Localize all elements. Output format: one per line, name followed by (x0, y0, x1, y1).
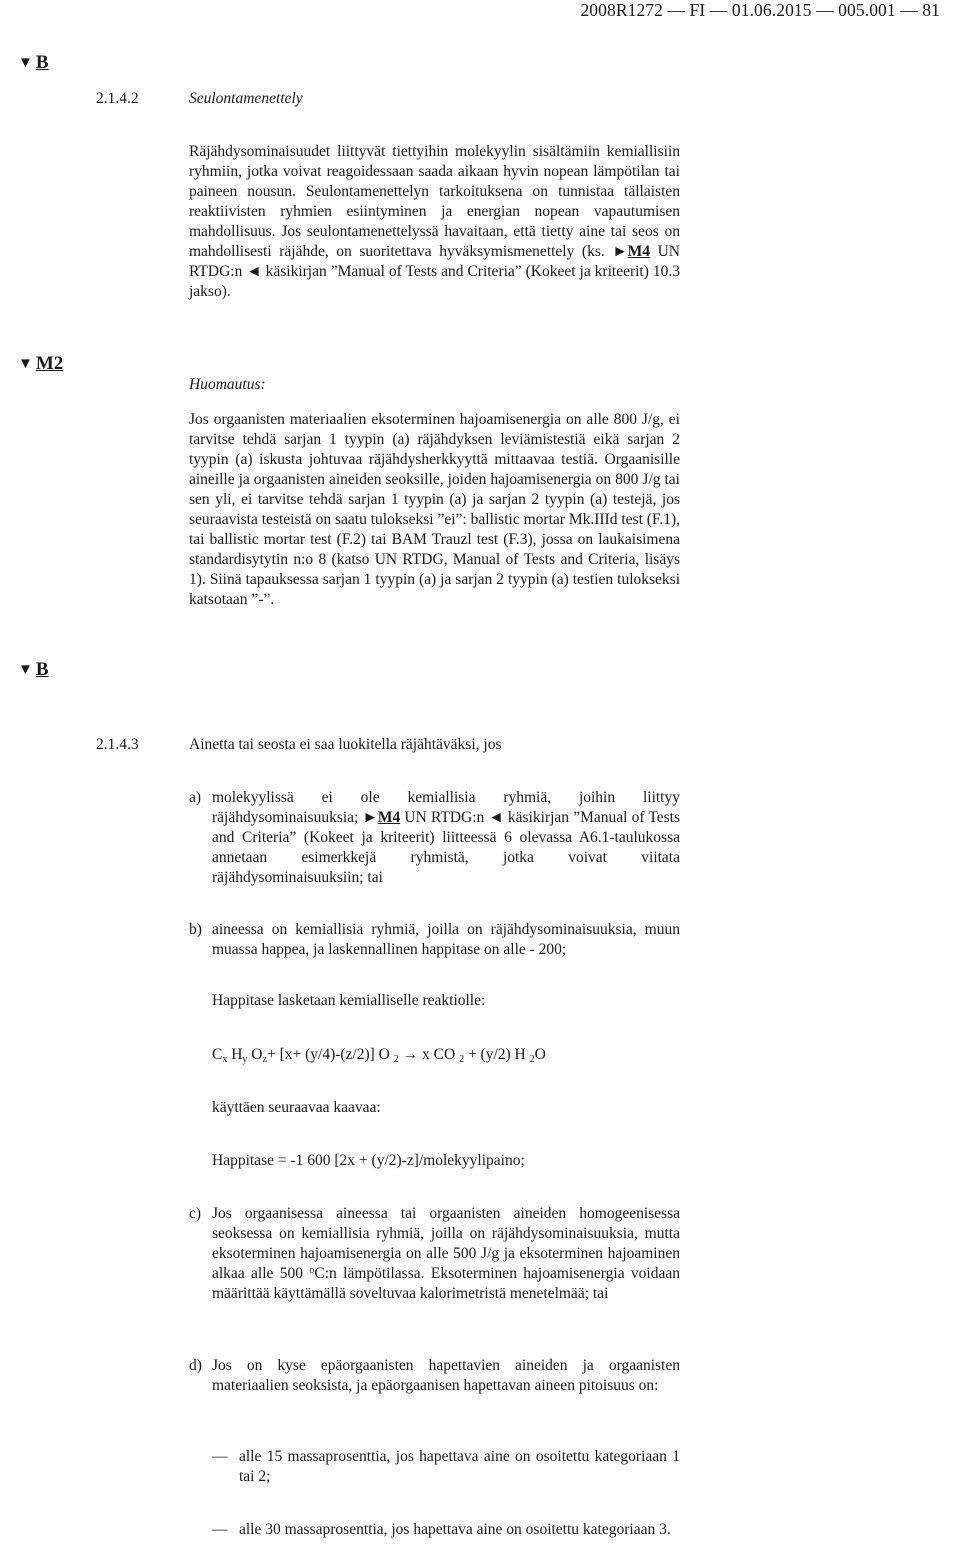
formula-intro: käyttäen seuraavaa kaavaa: (212, 1099, 381, 1116)
down-triangle-icon: ▼ (18, 356, 33, 372)
list-item-a: a) molekyylissä ei ole kemiallisia ryhmiä, joihin liittyy räjähdysominaisuuksia; ►M4 UN RTDG:n ◄ käsikirjan ”Manual of Tests and Criteria” (Kokeet ja kriteerit) liitteessä 6 olevassa A6.1-taulukossa annetaan esimerkkejä ryhmistä, jotka voivat viitata räjähdysominaisuuksiin; tai (189, 789, 680, 886)
amendment-tag: M2 (35, 353, 64, 374)
oxygen-balance-formula: Happitase = -1 600 [2x + (y/2)-z]/molekyylipaino; (212, 1152, 525, 1169)
list-letter: d) (189, 1357, 202, 1374)
down-triangle-icon: ▼ (18, 662, 33, 678)
sub-item: — alle 30 massaprosenttia, jos hapettava aine on osoitettu kategoriaan 3. (212, 1521, 671, 1538)
amendment-tag: B (35, 659, 49, 680)
note-label: Huomautus: (189, 376, 266, 393)
list-letter: c) (189, 1205, 202, 1222)
left-triangle-icon: ◄ (246, 263, 262, 280)
list-item-c: c) Jos orgaanisessa aineessa tai orgaanisten aineiden homogeenisessa seoksessa on kemiallisia ryhmiä, joilla on räjähdysominaisuuksia, mutta eksoterminen hajoamisenergia on alle 500 J/g ja eksoterminen hajoaminen alkaa alle 500 $^o$C:n lämpötilassa. Eksoterminen hajoamisenergia voidaan määrittää käyttämällä soveltuvaa kalorimetristä menetelmää; tai (189, 1205, 680, 1302)
dash-bullet: — (212, 1521, 228, 1538)
section-paragraph: Räjähdysominaisuudet liittyvät tiettyihin molekyylin sisältämiin kemiallisiin ryhmiin, jotka voivat reagoidessaan saada aikaan hyvin nopean lämpötilan tai paineen nousun. Seulontamenettelyn tarkoituksena on tunnistaa tällaisten reaktiivisten ryhmien esiintyminen ja energian nopean vapautumisen mahdollisuus. Jos seulontamenettelyssä havaitaan, että tietty aine tai seos on mahdollisesti räjähde, on suoritettava hyväksymismenettely (ks. ►M4 UN RTDG:n ◄ käsikirjan ”Manual of Tests and Criteria” (Kokeet ja kriteerit) 10.3 jakso). (189, 143, 680, 300)
note-paragraph: Jos orgaanisten materiaalien eksoterminen hajoamisenergia on alle 800 J/g, ei tarvitse tehdä sarjan 1 tyypin (a) räjähdyksen leviämistestiä eikä sarjan 2 tyypin (a) iskusta johtuvaa räjähdysherkkyyttä mittaavaa testiä. Orgaanisille aineille ja orgaanisten aineiden seoksille, joiden hajoamisenergia on 800 J/g tai sen yli, ei tarvitse tehdä sarjan 1 tyypin (a) ja sarjan 2 tyypin (a) testejä, jos seuraavista testeistä on saatu tulokseksi ”ei”: ballistic mortar Mk.IIId test (F.1), tai ballistic mortar test (F.2) tai BAM Trauzl test (F.3), jossa on laukaisimena standardisytytin n:o 8 (katso UN RTDG, Manual of Tests and Criteria, lisäys 1). Siinä tapauksessa sarjan 1 tyypin (a) ja sarjan 2 tyypin (a) testien tulokseksi katsotaan ”-”. (189, 411, 680, 608)
right-triangle-icon: ► (612, 243, 628, 260)
section-number: 2.1.4.3 (96, 736, 139, 753)
down-triangle-icon: ▼ (18, 55, 33, 71)
right-triangle-icon: ► (362, 809, 378, 826)
list-item-d: d) Jos on kyse epäorgaanisten hapettavien aineiden ja orgaanisten materiaalien seoksista, ja epäorgaanisen hapettavan aineen pitoisuus on: (189, 1357, 680, 1394)
calc-intro: Happitase lasketaan kemialliselle reaktiolle: (212, 992, 486, 1009)
amendment-marker-b (18, 659, 49, 681)
sub-item: — alle 15 massaprosenttia, jos hapettava aine on osoitettu kategoriaan 1 tai 2; (212, 1448, 680, 1485)
amendment-tag: B (35, 52, 49, 73)
dash-bullet: — (212, 1448, 228, 1465)
amendment-reference: ►M4 (362, 809, 401, 826)
amendment-reference: ►M4 (612, 243, 651, 260)
reaction-equation: $C_x$ $H_y$ $O_z+ [x+ (y/4)-(z/2)]$ O $_2$ → x CO $_2$ + (y/2) H $_2$O (212, 1046, 546, 1065)
document-reference-header: 2008R1272 — FI — 01.06.2015 — 005.001 — 81 (580, 0, 940, 20)
section-intro: Ainetta tai seosta ei saa luokitella räjähtäväksi, jos (189, 736, 502, 753)
amendment-marker-b (18, 52, 49, 74)
list-letter: b) (189, 921, 202, 938)
amendment-marker-m2 (18, 353, 63, 375)
left-triangle-icon: ◄ (488, 809, 504, 826)
section-number: 2.1.4.2 (96, 90, 139, 107)
list-letter: a) (189, 789, 202, 806)
list-item-b: b) aineessa on kemiallisia ryhmiä, joilla on räjähdysominaisuuksia, muun muassa happea, ja laskennallinen happitase on alle - 200; (189, 921, 680, 958)
section-title: Seulontamenettely (189, 90, 303, 107)
